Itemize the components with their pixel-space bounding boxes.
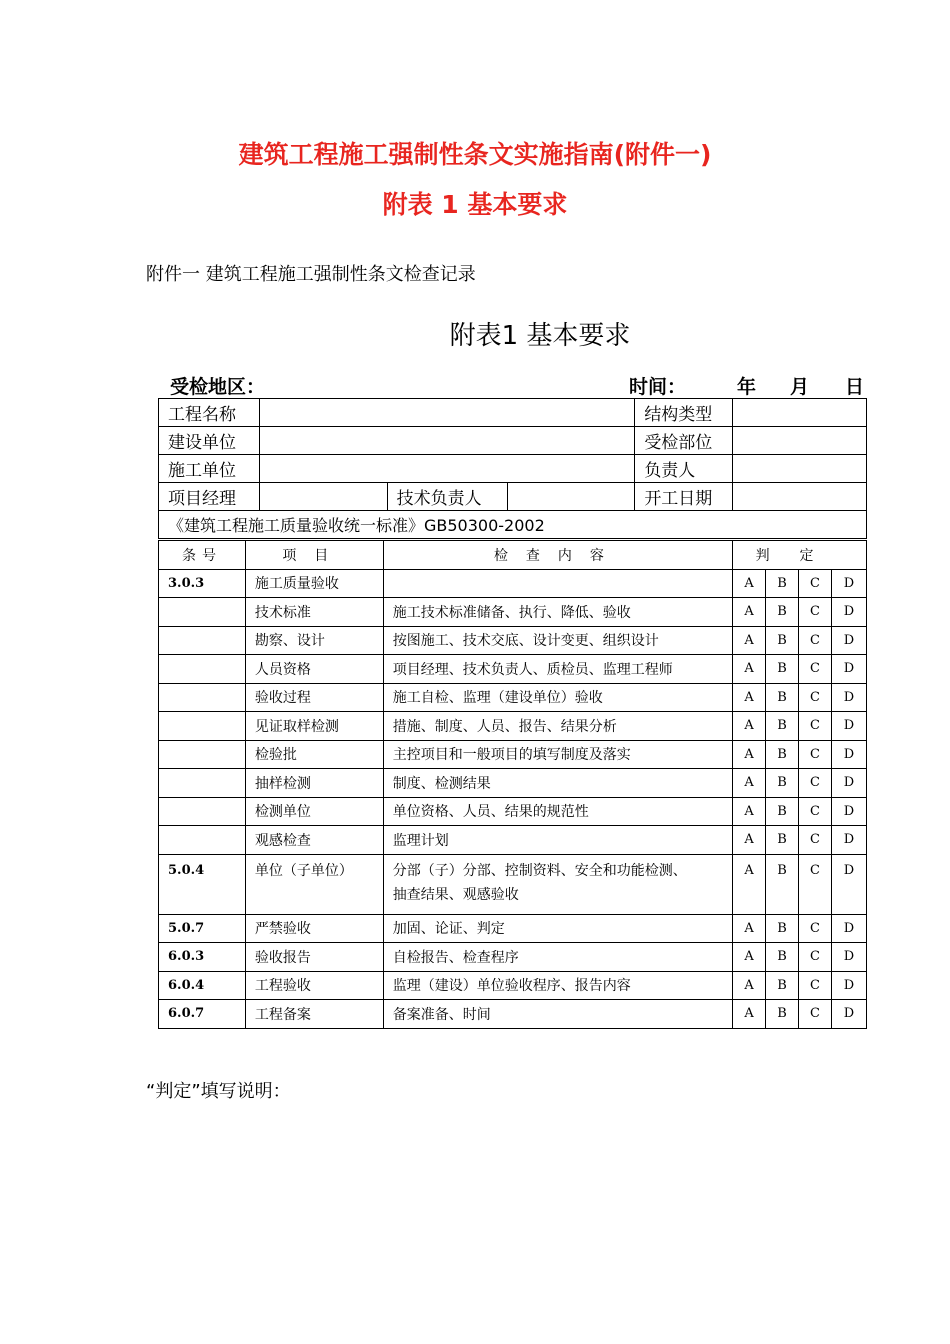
- grade-b: B: [766, 826, 799, 855]
- grade-d: D: [832, 683, 867, 712]
- grade-b: B: [766, 740, 799, 769]
- grade-c: C: [799, 826, 832, 855]
- row-content: 自检报告、检查程序: [383, 943, 732, 972]
- judgement-note: “判定”填写说明：: [146, 1081, 291, 1102]
- grade-c: C: [799, 712, 832, 741]
- row-item: 勘察、设计: [245, 626, 383, 655]
- row-content-line: 分部（子）分部、控制资料、安全和功能检测、: [392, 862, 687, 879]
- grade-a: A: [733, 854, 766, 914]
- intro-text: 附件一 建筑工程施工强制性条文检查记录: [146, 264, 476, 285]
- grade-a: A: [733, 598, 766, 627]
- grade-c: C: [799, 655, 832, 684]
- header-judgement: 判定: [733, 541, 867, 570]
- row-content: 加固、论证、判定: [383, 914, 732, 943]
- tech-lead-label: 技术负责人: [387, 483, 507, 511]
- inspected-part-label: 受检部位: [635, 427, 733, 455]
- row-item: 抽样检测: [245, 769, 383, 798]
- row-item: 单位（子单位）: [245, 854, 383, 914]
- table-row: [159, 683, 867, 712]
- header-content: 检查内容: [383, 541, 732, 570]
- grade-d: D: [832, 569, 867, 598]
- constructor-value: [259, 455, 634, 483]
- grade-d: D: [832, 769, 867, 798]
- grade-a: A: [733, 943, 766, 972]
- row-code: [159, 826, 246, 855]
- row-item: 工程备案: [245, 1000, 383, 1029]
- grade-b: B: [766, 626, 799, 655]
- project-manager-label: 项目经理: [159, 483, 260, 511]
- grade-c: C: [799, 740, 832, 769]
- time-label: 时间：: [629, 376, 687, 398]
- row-code: 6.0.7: [159, 1000, 246, 1029]
- row-item: 验收报告: [245, 943, 383, 972]
- row-content: 备案准备、时间: [383, 1000, 732, 1029]
- table-row: [159, 826, 867, 855]
- row-item: 严禁验收: [245, 914, 383, 943]
- row-item: 检验批: [245, 740, 383, 769]
- row-item: 验收过程: [245, 683, 383, 712]
- row-code: 5.0.7: [159, 914, 246, 943]
- grade-d: D: [832, 797, 867, 826]
- row-item: 检测单位: [245, 797, 383, 826]
- row-code: 5.0.4: [159, 854, 246, 914]
- table-row: [159, 655, 867, 684]
- grade-d: D: [832, 854, 867, 914]
- grade-b: B: [766, 569, 799, 598]
- row-code: [159, 683, 246, 712]
- standard-reference: 《建筑工程施工质量验收统一标准》GB50300-2002: [159, 511, 867, 539]
- grade-d: D: [832, 740, 867, 769]
- grade-d: D: [832, 598, 867, 627]
- grade-a: A: [733, 740, 766, 769]
- grade-d: D: [832, 914, 867, 943]
- row-item: 工程验收: [245, 971, 383, 1000]
- grade-b: B: [766, 769, 799, 798]
- grade-b: B: [766, 1000, 799, 1029]
- grade-b: B: [766, 797, 799, 826]
- info-table: [158, 398, 867, 539]
- row-content: 主控项目和一般项目的填写制度及落实: [383, 740, 732, 769]
- table-row: [159, 854, 867, 914]
- row-content: 制度、检测结果: [383, 769, 732, 798]
- row-code: [159, 712, 246, 741]
- row-code: [159, 740, 246, 769]
- row-code: [159, 797, 246, 826]
- builder-label: 建设单位: [159, 427, 260, 455]
- table-row: [159, 1000, 867, 1029]
- start-date-label: 开工日期: [635, 483, 733, 511]
- grade-c: C: [799, 683, 832, 712]
- grade-a: A: [733, 797, 766, 826]
- grade-a: A: [733, 712, 766, 741]
- row-content: 项目经理、技术负责人、质检员、监理工程师: [383, 655, 732, 684]
- grade-c: C: [799, 569, 832, 598]
- builder-value: [259, 427, 634, 455]
- row-content: [383, 569, 732, 598]
- person-in-charge-label: 负责人: [635, 455, 733, 483]
- row-content: 按图施工、技术交底、设计变更、组织设计: [383, 626, 732, 655]
- grade-c: C: [799, 943, 832, 972]
- grade-c: C: [799, 626, 832, 655]
- structure-type-value: [733, 399, 867, 427]
- row-content: 施工自检、监理（建设单位）验收: [383, 683, 732, 712]
- row-content: 施工技术标准储备、执行、降低、验收: [383, 598, 732, 627]
- table-row: [159, 797, 867, 826]
- table-row: [159, 914, 867, 943]
- row-content: 单位资格、人员、结果的规范性: [383, 797, 732, 826]
- header-clause: 条号: [159, 541, 246, 570]
- row-content-line: 抽查结果、观感验收: [392, 886, 519, 903]
- document-title: 建筑工程施工强制性条文实施指南(附件一): [238, 140, 712, 169]
- table-row: [159, 740, 867, 769]
- grade-c: C: [799, 769, 832, 798]
- table-row: [159, 971, 867, 1000]
- grade-d: D: [832, 626, 867, 655]
- row-code: [159, 655, 246, 684]
- month-label: 月: [790, 376, 810, 398]
- grade-d: D: [832, 655, 867, 684]
- grade-b: B: [766, 914, 799, 943]
- structure-type-label: 结构类型: [635, 399, 733, 427]
- table-row: [159, 943, 867, 972]
- grade-c: C: [799, 797, 832, 826]
- grade-a: A: [733, 971, 766, 1000]
- row-content: 措施、制度、人员、报告、结果分析: [383, 712, 732, 741]
- grade-c: C: [799, 914, 832, 943]
- project-name-label: 工程名称: [159, 399, 260, 427]
- row-content: 监理计划: [383, 826, 732, 855]
- grade-d: D: [832, 943, 867, 972]
- year-label: 年: [737, 376, 757, 398]
- grade-b: B: [766, 971, 799, 1000]
- table-row: [159, 626, 867, 655]
- row-item: 施工质量验收: [245, 569, 383, 598]
- row-content: 监理（建设）单位验收程序、报告内容: [383, 971, 732, 1000]
- grade-b: B: [766, 683, 799, 712]
- inspected-part-value: [733, 427, 867, 455]
- grade-d: D: [832, 971, 867, 1000]
- table-title: 附表1 基本要求: [449, 321, 631, 351]
- row-code: 6.0.3: [159, 943, 246, 972]
- grade-b: B: [766, 598, 799, 627]
- project-name-value: [259, 399, 634, 427]
- table-row: [159, 712, 867, 741]
- row-code: 3.0.3: [159, 569, 246, 598]
- grade-a: A: [733, 683, 766, 712]
- table-row: [159, 598, 867, 627]
- table-row: [159, 569, 867, 598]
- row-content: [383, 854, 732, 914]
- row-code: [159, 598, 246, 627]
- grade-b: B: [766, 943, 799, 972]
- grade-b: B: [766, 712, 799, 741]
- grade-c: C: [799, 854, 832, 914]
- document-subtitle: 附表 1 基本要求: [382, 190, 568, 219]
- grade-d: D: [832, 712, 867, 741]
- grade-a: A: [733, 626, 766, 655]
- inspection-table: [158, 540, 867, 1029]
- row-item: 人员资格: [245, 655, 383, 684]
- row-item: 技术标准: [245, 598, 383, 627]
- grade-a: A: [733, 826, 766, 855]
- grade-a: A: [733, 569, 766, 598]
- constructor-label: 施工单位: [159, 455, 260, 483]
- row-item: 观感检查: [245, 826, 383, 855]
- grade-c: C: [799, 598, 832, 627]
- table-row: [159, 769, 867, 798]
- region-label: 受检地区：: [170, 376, 266, 398]
- row-item: 见证取样检测: [245, 712, 383, 741]
- grade-b: B: [766, 854, 799, 914]
- grade-b: B: [766, 655, 799, 684]
- grade-a: A: [733, 655, 766, 684]
- project-manager-value: [259, 483, 387, 511]
- grade-d: D: [832, 826, 867, 855]
- row-code: 6.0.4: [159, 971, 246, 1000]
- tech-lead-value: [507, 483, 635, 511]
- header-item: 项目: [245, 541, 383, 570]
- day-label: 日: [845, 376, 865, 398]
- grade-c: C: [799, 1000, 832, 1029]
- grade-d: D: [832, 1000, 867, 1029]
- grade-c: C: [799, 971, 832, 1000]
- row-code: [159, 626, 246, 655]
- person-in-charge-value: [733, 455, 867, 483]
- row-code: [159, 769, 246, 798]
- grade-a: A: [733, 769, 766, 798]
- start-date-value: [733, 483, 867, 511]
- grade-a: A: [733, 914, 766, 943]
- grade-a: A: [733, 1000, 766, 1029]
